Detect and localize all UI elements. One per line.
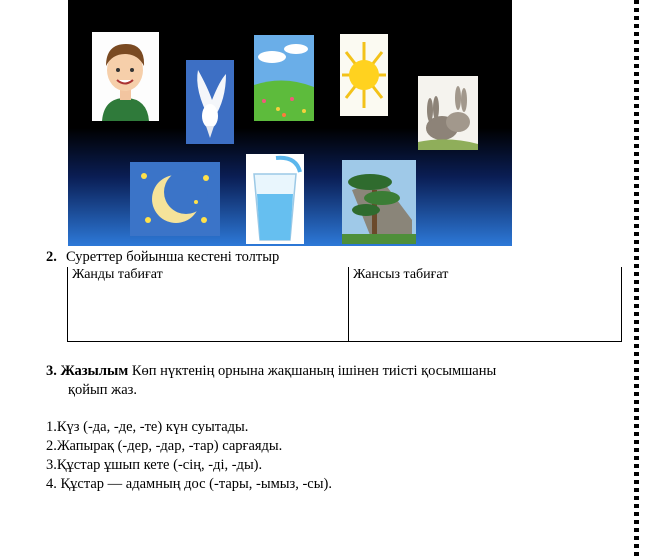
dove-icon xyxy=(186,60,234,144)
dotted-border xyxy=(634,0,639,560)
list-item: 3.Құстар ұшып кете (-сің, -ді, -ды). xyxy=(46,457,263,473)
table-cell[interactable] xyxy=(349,303,622,321)
rabbits-icon xyxy=(418,76,478,150)
table-cell[interactable] xyxy=(349,321,622,342)
water-glass-icon xyxy=(246,154,304,244)
table-cell[interactable] xyxy=(68,321,349,342)
table-cell[interactable] xyxy=(68,285,349,303)
list-item: 4. Құстар — адамның дос (-тары, -ымыз, -сы). xyxy=(46,476,332,492)
sun-icon xyxy=(340,34,388,116)
pine-tree-icon xyxy=(342,160,416,244)
table-cell[interactable] xyxy=(68,303,349,321)
task3-instruction xyxy=(46,362,606,400)
column-header-nonliving: Жансыз табиғат xyxy=(349,267,622,285)
task3-text-line1: Көп нүктенің орнына жақшаның ішінен тиісті қосымшаны xyxy=(131,363,497,379)
moon-icon xyxy=(130,162,220,236)
task3-text-line2: қойып жаз. xyxy=(68,382,137,398)
task3-title: 3. Жазылым xyxy=(46,363,129,379)
table-cell[interactable] xyxy=(349,285,622,303)
exercise-list xyxy=(46,418,332,494)
task2-number: 2. xyxy=(46,249,57,265)
list-item: 1.Күз (-да, -де, -те) күн суытады. xyxy=(46,419,249,435)
column-header-living: Жанды табиғат xyxy=(68,267,349,285)
nature-table xyxy=(67,267,622,342)
task2-text: Суреттер бойынша кестені толтыр xyxy=(66,249,280,265)
list-item: 2.Жапырақ (-дер, -дар, -тар) сарғаяды. xyxy=(46,438,283,454)
meadow-icon xyxy=(254,35,314,121)
picture-panel xyxy=(68,0,512,246)
boy-icon xyxy=(92,32,159,121)
task2-instruction xyxy=(46,249,279,266)
